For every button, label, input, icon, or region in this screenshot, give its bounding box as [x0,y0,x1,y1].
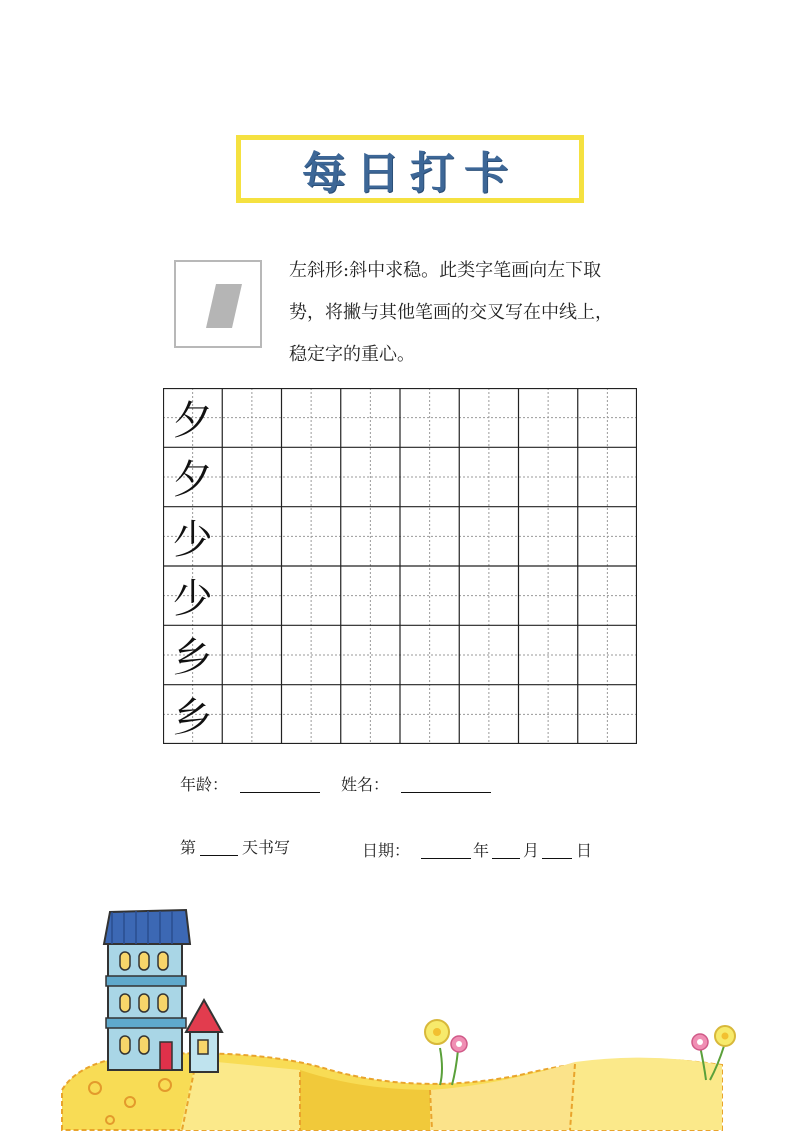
day-suffix-label: 天书写 [242,838,291,857]
practice-char: 夕 [172,398,213,445]
cartoon-town-illustration [0,880,800,1132]
practice-char: 乡 [172,635,213,682]
practice-char: 乡 [172,694,213,741]
stroke-sample-box [174,260,262,348]
practice-char: 少 [172,576,213,623]
practice-char: 少 [172,516,213,563]
month-label: 月 [523,841,540,860]
year-field[interactable] [421,858,471,859]
day-label: 日 [576,841,593,860]
practice-grid [163,388,637,744]
practice-char: 夕 [172,457,213,504]
year-label: 年 [473,841,490,860]
age-field[interactable] [240,792,320,793]
day-field[interactable] [542,858,572,859]
date-label: 日期： [362,841,411,860]
day-count-field[interactable] [200,855,238,856]
page-title: 每日打卡 [302,148,518,199]
name-field[interactable] [401,792,491,793]
name-label: 姓名： [341,775,390,794]
day-prefix-label: 第 [180,838,197,857]
age-label: 年龄： [180,775,229,794]
stroke-description: 左斜形:斜中求稳。此类字笔画向左下取势，将撇与其他笔画的交叉写在中线上，稳定字的重心。 [289,260,613,365]
title-box [236,135,584,203]
left-slant-stroke-icon [176,262,264,350]
month-field[interactable] [492,858,520,859]
practice-grid-lines [163,388,637,744]
